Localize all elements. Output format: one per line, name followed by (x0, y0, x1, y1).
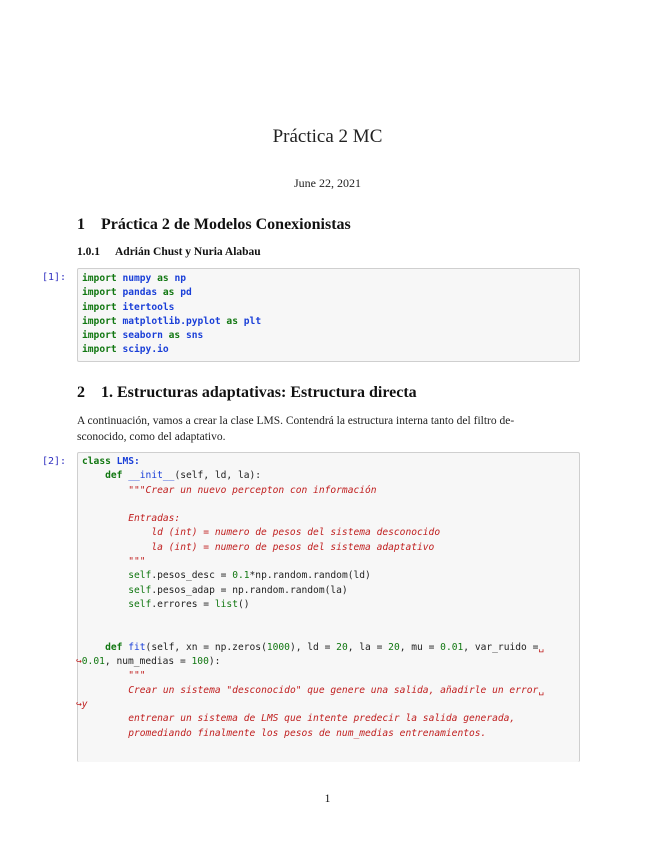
continuation-arrow-icon: ↪ (76, 699, 82, 711)
code-line: import matplotlib.pyplot as plt (82, 315, 262, 327)
code-line: """Crear un nuevo percepton con información (128, 484, 377, 496)
cell-2-prompt: [2]: (42, 456, 67, 467)
section-2-paragraph: A continuación, vamos a crear la clase LMS. Contendrá la estructura interna tanto del filtro de- sconocido, como del adaptativo. (77, 415, 515, 443)
code-line: ↪y (76, 699, 88, 711)
section-2-title: 1. Estructuras adaptativas: Estructura directa (101, 384, 417, 401)
code-line: self.pesos_adap = np.random.random(la) (128, 584, 348, 596)
subsection-title: Adrián Chust y Nuria Alabau (115, 246, 261, 258)
code-line: import scipy.io (82, 344, 169, 356)
code-cell-2-source (76, 455, 545, 741)
code-line: import itertools (82, 301, 175, 313)
code-cell-2[interactable] (77, 452, 580, 762)
section-2-heading (77, 384, 417, 402)
document-title: Práctica 2 MC (272, 126, 383, 147)
page-number: 1 (324, 793, 331, 805)
code-line: def __init__(self, ld, la): (105, 470, 262, 482)
section-1-heading (77, 216, 351, 234)
code-line: promediando finalmente los pesos de num_medias entrenamientos. (128, 727, 487, 739)
code-line: self.errores = list() (128, 598, 250, 610)
code-line: la (int) = numero de pesos del sistema adaptativo (151, 541, 435, 553)
code-line: Entradas: (128, 513, 181, 525)
code-line (82, 498, 544, 512)
code-cell-1[interactable] (77, 268, 580, 362)
code-line: def fit(self, xn = np.zeros(1000), ld = 20, la = 20, mu = 0.01, var_ruido =␣ (105, 641, 545, 653)
subsection-heading (77, 246, 261, 258)
code-line: class LMS: (82, 456, 140, 467)
section-1-number: 1 (77, 216, 85, 233)
code-line: import pandas as pd (82, 287, 192, 299)
code-line: import seaborn as sns (82, 330, 204, 342)
code-line: Crear un sistema "desconocido" que genere una salida, añadirle un error␣ (128, 684, 545, 696)
code-line (82, 612, 544, 626)
code-line: self.pesos_desc = 0.1*np.random.random(ld) (128, 570, 371, 582)
code-cell-1-source (82, 272, 261, 358)
code-line: """ (128, 670, 146, 682)
code-line: ↪0.01, num_medias = 100): (76, 656, 221, 668)
wrap-mark-icon: ␣ (538, 641, 545, 653)
code-line: import numpy as np (82, 273, 187, 284)
wrap-mark-icon: ␣ (538, 684, 545, 696)
section-1-title: Práctica 2 de Modelos Conexionistas (101, 216, 351, 233)
document-date: June 22, 2021 (294, 176, 361, 190)
cell-1-prompt: [1]: (42, 272, 67, 283)
code-line (82, 627, 544, 641)
section-2-number: 2 (77, 384, 85, 401)
continuation-arrow-icon: ↪ (76, 656, 82, 668)
code-line: """ (128, 556, 146, 568)
code-line: ld (int) = numero de pesos del sistema desconocido (151, 527, 441, 539)
code-line: entrenar un sistema de LMS que intente predecir la salida generada, (128, 713, 516, 725)
subsection-number: 1.0.1 (77, 246, 100, 258)
